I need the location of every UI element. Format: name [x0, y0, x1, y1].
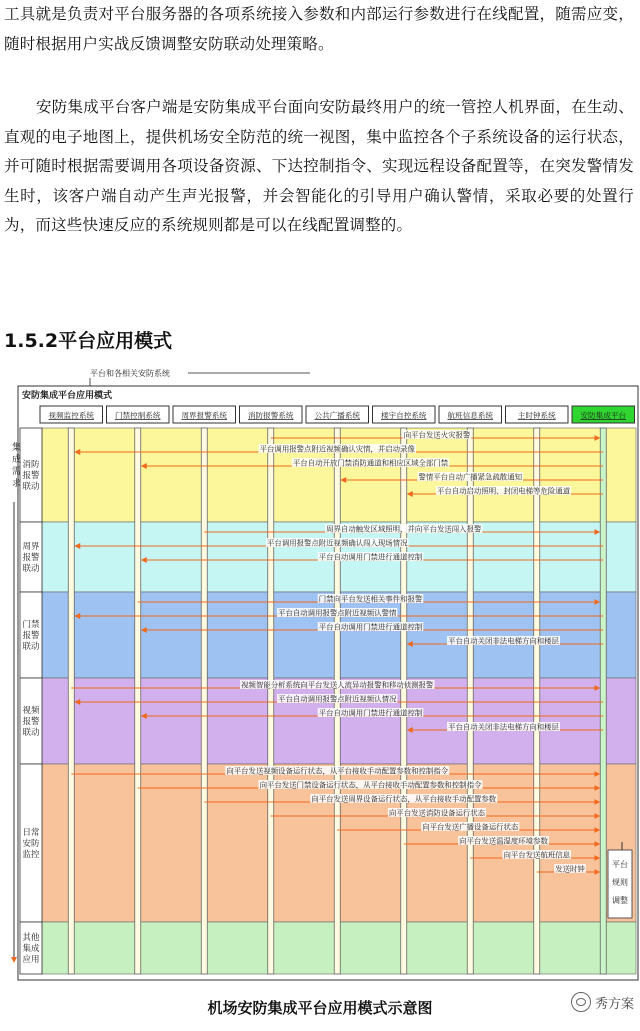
band-label: 视频	[22, 706, 40, 716]
flow-label: 向平台发送周界设备运行状态，从平台接收手动配置参数	[311, 794, 497, 804]
section-title: 1.5.2平台应用模式	[4, 330, 173, 352]
paragraph-1: 工具就是负责对平台服务器的各项系统接入参数和内部运行参数进行在线配置，随需应变，随时根据用户实战反馈调整安防联动处理策略。	[4, 5, 634, 53]
flow-label: 平台自动调用报警点附近视频认情况	[278, 694, 397, 704]
band-label: 联动	[22, 642, 40, 652]
frame-title: 安防集成平台应用模式	[22, 391, 113, 401]
lifeline-7	[534, 428, 540, 974]
lifeline-1	[135, 428, 141, 974]
lifeline-8	[600, 428, 606, 974]
figure-caption: 机场安防集成平台应用模式示意图	[207, 999, 433, 1017]
system-header-label: 视频监控系统	[48, 411, 95, 420]
left-label-char: 需	[12, 467, 22, 477]
band-label: 联动	[22, 564, 40, 574]
lifeline-2	[201, 428, 207, 974]
flow-label: 平台自动关闭非法电梯方向和楼层	[448, 636, 559, 646]
right-label: 平台	[612, 860, 628, 869]
lifeline-6	[467, 428, 473, 974]
flow-label: 平台自动调用门禁进行通道控制	[318, 708, 423, 718]
flow-label: 向平台发送消防设备运行状态	[388, 808, 486, 818]
band-label: 应用	[22, 955, 40, 965]
flow-label: 向平台发送火灾报警	[403, 430, 471, 440]
system-header-label: 消防报警系统	[247, 411, 294, 420]
band-label: 报警	[22, 717, 40, 727]
band-label: 安防	[22, 839, 40, 849]
lifeline-0	[68, 428, 74, 974]
flow-label: 平台调用报警点附近视频确认灾情，并启动录像	[259, 444, 415, 454]
wechat-icon	[571, 992, 591, 1012]
right-label: 调整	[612, 896, 628, 905]
flow-label: 向平台发送广播设备运行状态	[422, 822, 519, 832]
right-label: 规则	[612, 878, 628, 887]
band-label: 日常	[22, 828, 40, 838]
lifeline-3	[268, 428, 274, 974]
system-header-label: 公共广播系统	[314, 411, 361, 420]
flow-label: 视频智能分析系统向平台发送人流异动报警和移动侦测报警	[241, 680, 434, 690]
watermark-text: 秀方案	[594, 996, 634, 1012]
lifeline-5	[401, 428, 407, 974]
left-label-char: 求	[12, 479, 22, 489]
flow-label: 发送时钟	[555, 864, 585, 874]
left-label-char: 成	[12, 455, 22, 465]
system-header-label: 楼宇自控系统	[380, 411, 427, 420]
flow-label: 平台自动调用门禁进行通道控制	[318, 552, 423, 562]
left-label-char: 集	[12, 443, 22, 453]
flow-label: 向平台发送视频设备运行状态，从平台接收手动配置参数和控制指令	[226, 766, 449, 776]
watermark	[571, 992, 634, 1012]
flow-label: 向平台发送温湿度环境参数	[459, 836, 548, 846]
system-header-label: 周界报警系统	[181, 411, 228, 420]
flow-label: 周界自动触发区域照明，并向平台发送闯入报警	[326, 524, 482, 534]
band-label: 其他	[22, 933, 40, 943]
flow-label: 向平台发送门禁设备运行状态，从平台接收手动配置参数和控制指令	[259, 780, 482, 790]
band-label: 周界	[22, 542, 40, 552]
band-label: 消防	[22, 460, 40, 470]
band-label: 报警	[22, 471, 40, 481]
application-mode-diagram	[10, 362, 640, 982]
band-label: 门禁	[22, 620, 40, 630]
flow-label: 向平台发送航班信息	[503, 850, 571, 860]
flow-label: 平台调用报警点附近视频确认闯入现场情况	[267, 538, 408, 548]
band-label: 集成	[22, 944, 40, 954]
flow-label: 警情平台自动广播紧急疏散通知	[418, 472, 522, 482]
system-header-label: 航班信息系统	[447, 411, 494, 420]
band-label: 报警	[22, 631, 40, 641]
top-label: 平台和各相关安防系统	[90, 369, 170, 378]
system-header-label: 主时钟系统	[517, 411, 556, 420]
flow-label: 平台自动启动照明、封闭电梯等危险通道	[436, 486, 571, 496]
band-label: 联动	[22, 728, 40, 738]
band-label: 报警	[22, 553, 40, 563]
flow-label: 门禁向平台发送相关事件和报警	[318, 594, 423, 604]
band-label: 监控	[22, 850, 40, 860]
flow-label: 平台自动调用门禁进行通道控制	[318, 622, 423, 632]
system-header-label: 门禁控制系统	[114, 411, 161, 420]
system-header-label: 安防集成平台	[580, 411, 627, 420]
band-label: 联动	[22, 482, 40, 492]
flow-label: 平台自动开放门禁消防通道和相应区域全部门禁	[292, 458, 449, 468]
flow-label: 平台自动关闭非法电梯方向和楼层	[448, 722, 559, 732]
paragraph-2: 安防集成平台客户端是安防集成平台面向安防最终用户的统一管控人机界面，在生动、直观的电子地图上，提供机场安全防范的统一视图，集中监控各个子系统设备的运行状态，并可随时根据需要调用各项设备资源、下达控制指令、实现远程设备配置等，在突发警情发生时，该客户端自动产生声光报警，并会智能化的引导用户确认警情，采取必要的处置行为，而这些快速反应的系统规则都是可以在线配置调整的。	[4, 98, 634, 234]
flow-label: 平台自动调用报警点附近视频认警情	[278, 608, 397, 618]
